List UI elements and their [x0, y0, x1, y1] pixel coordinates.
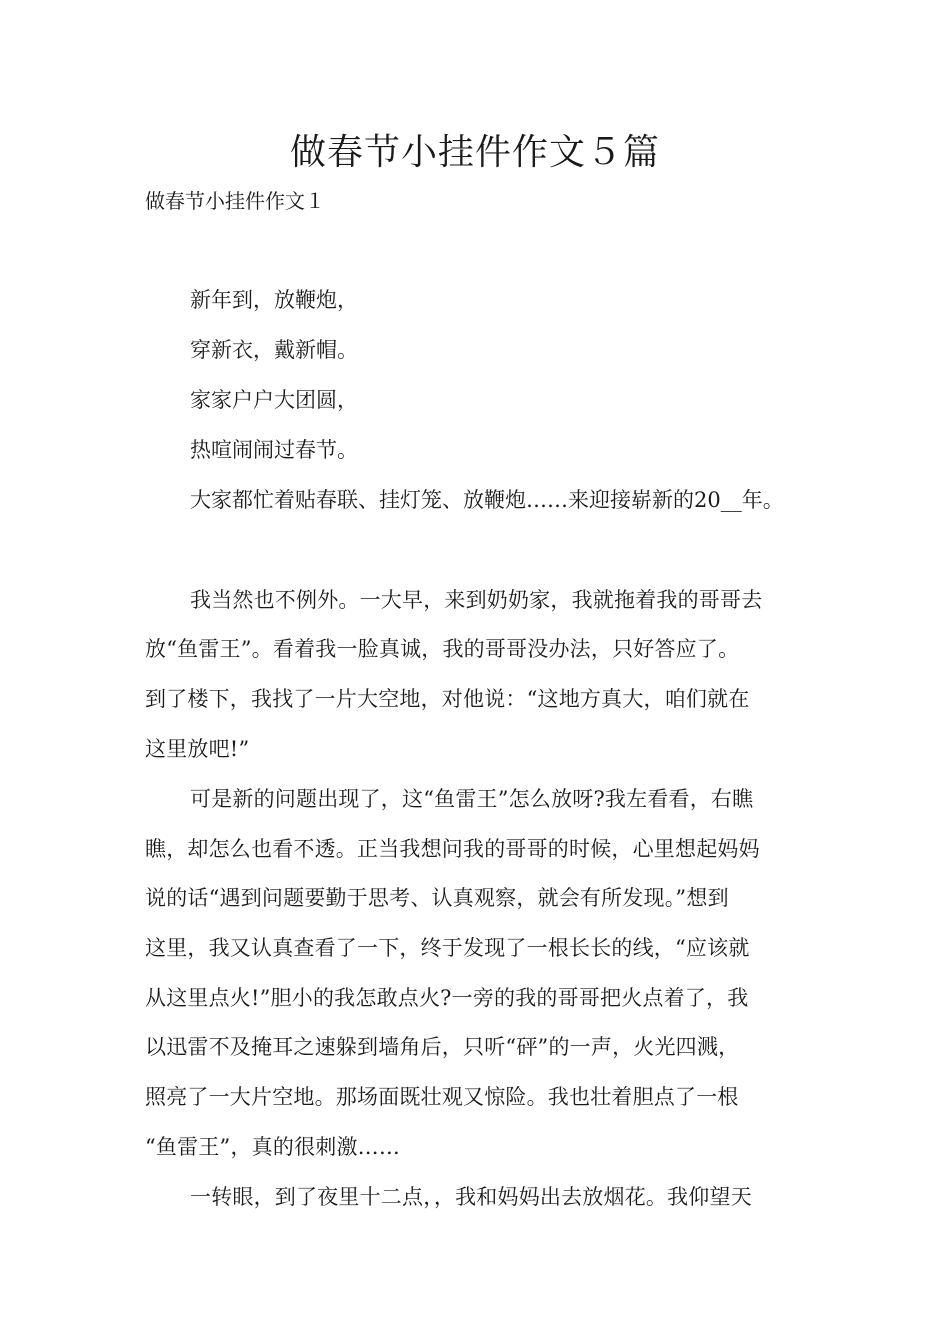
- paragraph-line: 照亮了一大片空地。那场面既壮观又惊险。我也壮着胆点了一根: [145, 1085, 739, 1109]
- paragraph-line: 瞧，却怎么也看不透。正当我想问我的哥哥的时候，心里想起妈妈: [145, 837, 760, 861]
- document-title: 做春节小挂件作文５篇: [289, 132, 660, 173]
- paragraph-line: 从这里点火!”胆小的我怎敢点火?一旁的我的哥哥把火点着了，我: [145, 986, 749, 1010]
- poem-line: 大家都忙着贴春联、挂灯笼、放鞭炮……来迎接崭新的20__年。: [190, 488, 784, 512]
- poem-line: 新年到，放鞭炮，: [190, 288, 358, 312]
- paragraph-line: 一转眼，到了夜里十二点，，我和妈妈出去放烟花。我仰望天: [190, 1185, 752, 1209]
- paragraph-line: 这里放吧!”: [145, 737, 250, 761]
- paragraph-line: “鱼雷王”，真的很刺激……: [145, 1135, 401, 1159]
- poem-line: 穿新衣，戴新帽。: [190, 338, 358, 362]
- paragraph-line: 这里，我又认真查看了一下，终于发现了一根长长的线，“应该就: [145, 936, 750, 960]
- paragraph-line: 可是新的问题出现了，这“鱼雷王”怎么放呀?我左看看，右瞧: [190, 787, 754, 811]
- paragraph-line: 以迅雷不及掩耳之速躲到墙角后，只听“砰”的一声，火光四溅，: [145, 1035, 740, 1059]
- paragraph-line: 我当然也不例外。一大早，来到奶奶家，我就拖着我的哥哥去: [190, 588, 763, 612]
- poem-line: 家家户户大团圆，: [190, 388, 358, 412]
- paragraph-line: 放“鱼雷王”。看着我一脸真诚，我的哥哥没办法，只好答应了。: [145, 637, 740, 661]
- paragraph-line: 说的话“遇到问题要勤于思考、认真观察，就会有所发现。”想到: [145, 886, 729, 910]
- paragraph-line: 到了楼下，我找了一片大空地，对他说：“这地方真大，咱们就在: [145, 687, 750, 711]
- poem-line: 热喧闹闹过春节。: [190, 438, 358, 462]
- section-heading: 做春节小挂件作文１: [145, 189, 325, 213]
